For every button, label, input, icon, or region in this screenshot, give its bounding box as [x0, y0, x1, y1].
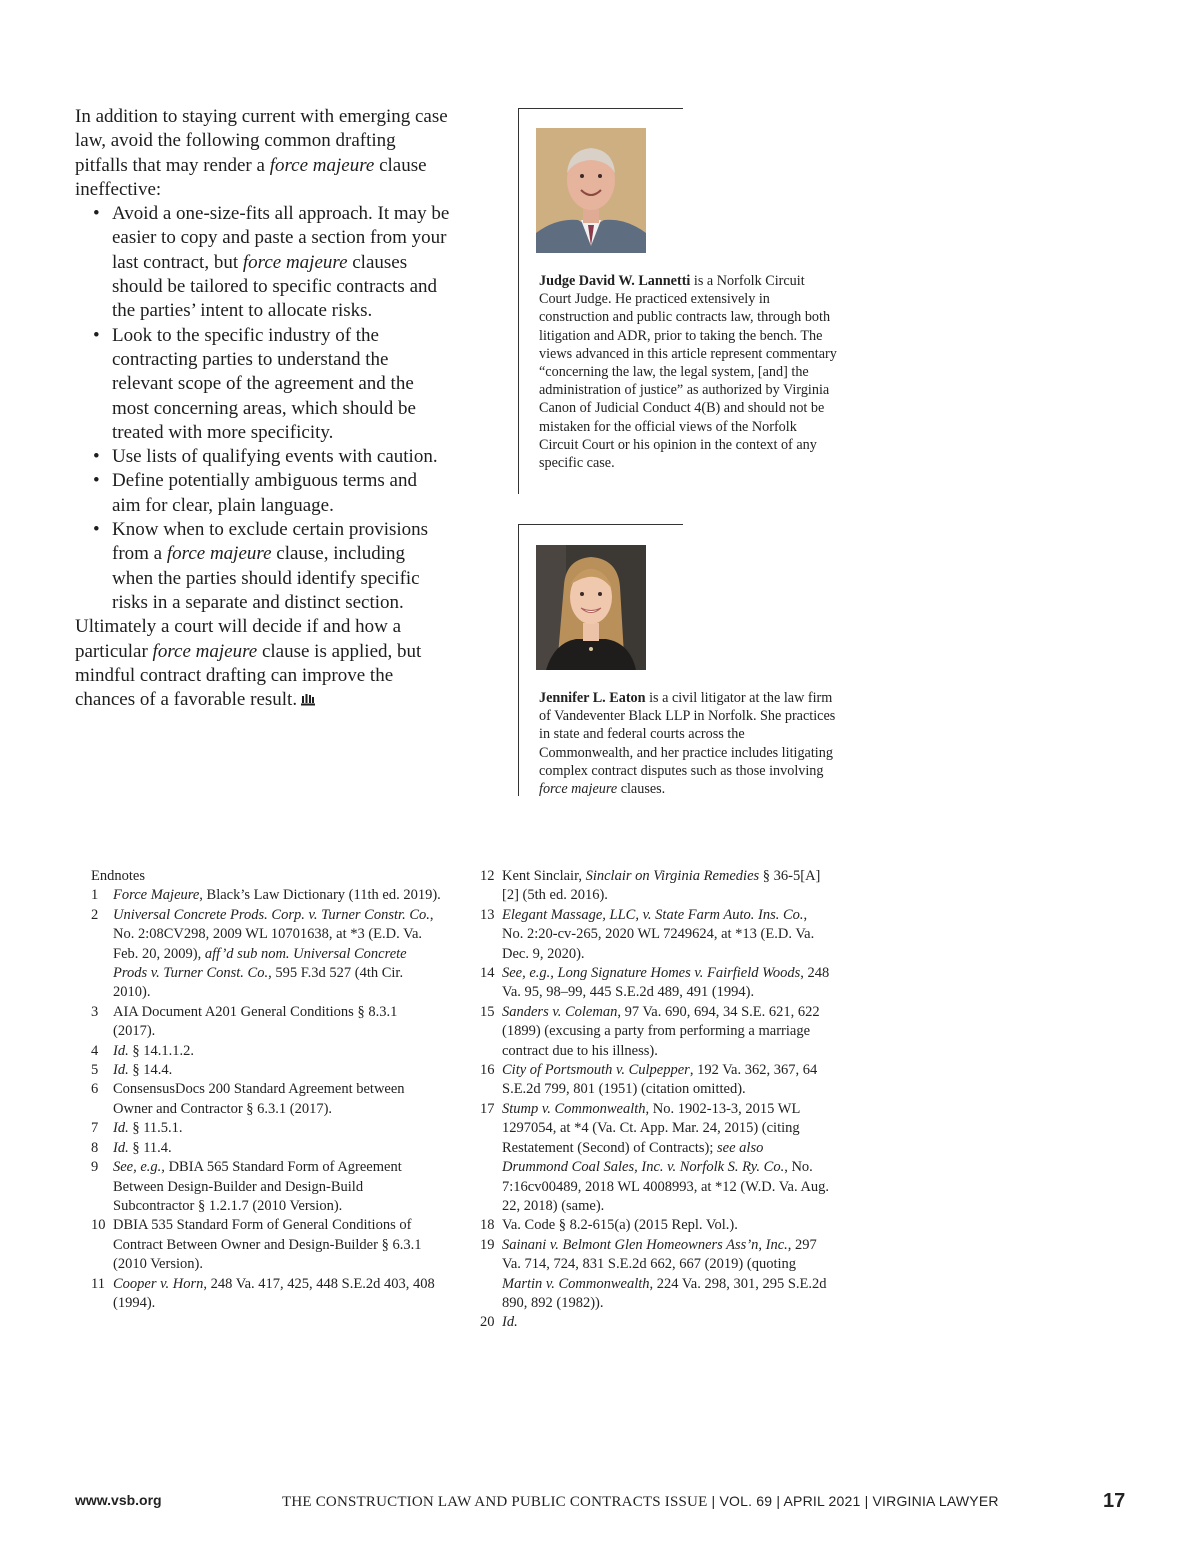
eaton-bio-text: Jennifer L. Eaton is a civil litigator at the law firm of Vandeventer Black LLP in Norfolk. She practices in state and federal courts across the Commonwealth, and her practice includes litigating complex contract disputes such as those involving force majeure clauses.: [539, 690, 836, 798]
list-item: • Look to the specific industry of the contracting parties to understand the relevant scope of the agreement and the most concerning areas, which should be treated with more specificity.: [75, 324, 450, 445]
endnotes-left-column: [91, 867, 441, 1313]
conclusion-paragraph: Ultimately a court will decide if and how a particular force majeure clause is applied, but mindful contract drafting can improve the chances of a favorable result.: [75, 616, 422, 711]
intro-paragraph: In addition to staying current with emerging case law, avoid the following common drafting pitfalls that may render a force majeure clause ineffective:: [75, 106, 448, 200]
page-number: 17: [1103, 1490, 1126, 1512]
endnote: 16 City of Portsmouth v. Culpepper, 192 Va. 362, 367, 64 S.E.2d 799, 801 (1951) (citation omitted).: [480, 1062, 818, 1098]
endnote: 20 Id.: [480, 1314, 518, 1331]
bio-rule-horizontal: [518, 108, 683, 109]
endnote: 3 AIA Document A201 General Conditions § 8.3.1 (2017).: [91, 1003, 398, 1040]
endnote: 8 Id. § 11.4.: [91, 1139, 172, 1156]
endnote: 17 Stump v. Commonwealth, No. 1902-13-3, 2015 WL 1297054, at *4 (Va. Ct. App. Mar. 24, 2015) (citing Restatement (Second) of Contracts); see also Drummond Coal Sales, Inc. v. Norfolk S. Ry. Co., No. 7:16cv00489, 2018 WL 4008993, at *12 (W.D. Va. Aug. 22, 2018) (same).: [480, 1100, 830, 1214]
list-item: • Know when to exclude certain provisions from a force majeure clause, including when the parties should identify specific risks in a separate and distinct section.: [75, 518, 450, 615]
endnote: 2 Universal Concrete Prods. Corp. v. Turner Constr. Co., No. 2:08CV298, 2009 WL 10701638, at *3 (E.D. Va. Feb. 20, 2009), aff’d sub nom. Universal Concrete Prods v. Turner Const. Co., 595 F.3d 527 (4th Cir. 2010).: [91, 906, 434, 1001]
endnote: 1 Force Majeure, Black’s Law Dictionary (11th ed. 2019).: [91, 887, 441, 904]
endnotes-heading: Endnotes: [91, 868, 145, 884]
eaton-photo: [536, 545, 646, 670]
endnote: 15 Sanders v. Coleman, 97 Va. 690, 694, 34 S.E. 621, 622 (1899) (excusing a party from performing a marriage contract due to his illness).: [480, 1003, 820, 1059]
pitfall-list: [75, 202, 450, 615]
list-item: • Define potentially ambiguous terms and aim for clear, plain language.: [75, 469, 450, 518]
bio-rule-horizontal: [518, 524, 683, 525]
endnote: 5 Id. § 14.4.: [91, 1062, 173, 1079]
footer-issue-line: THE CONSTRUCTION LAW AND PUBLIC CONTRACTS ISSUE | VOL. 69 | APRIL 2021 | VIRGINIA LAWYER: [282, 1493, 999, 1510]
bio-rule-vertical: [518, 524, 519, 796]
list-item: • Avoid a one-size-fits all approach. It may be easier to copy and paste a section from your last contract, but force majeure clauses should be tailored to specific contracts and the parties’ intent to allocate risks.: [75, 202, 450, 323]
endnote: 6 ConsensusDocs 200 Standard Agreement between Owner and Contractor § 6.3.1 (2017).: [91, 1081, 405, 1117]
footer-website-link[interactable]: www.vsb.org: [75, 1492, 162, 1508]
endnote: 18 Va. Code § 8.2-615(a) (2015 Repl. Vol.).: [480, 1217, 738, 1234]
endnote: 4 Id. § 14.1.1.2.: [91, 1042, 194, 1059]
endnote: 19 Sainani v. Belmont Glen Homeowners Ass’n, Inc., 297 Va. 714, 724, 831 S.E.2d 662, 667 (2019) (quoting Martin v. Commonwealth, 224 Va. 298, 301, 295 S.E.2d 890, 892 (1982)).: [480, 1236, 827, 1311]
vsb-column-icon: [301, 693, 315, 706]
endnote: 14 See, e.g., Long Signature Homes v. Fairfield Woods, 248 Va. 95, 98–99, 445 S.E.2d 489, 491 (1994).: [480, 965, 830, 1001]
endnote: 12 Kent Sinclair, Sinclair on Virginia Remedies § 36-5[A][2] (5th ed. 2016).: [480, 868, 821, 904]
list-item: • Use lists of qualifying events with caution.: [75, 445, 450, 469]
endnote: 9 See, e.g., DBIA 565 Standard Form of Agreement Between Design-Builder and Design-Build Subcontractor § 1.2.1.7 (2010 Version).: [91, 1159, 402, 1214]
endnote: 11 Cooper v. Horn, 248 Va. 417, 425, 448 S.E.2d 403, 408 (1994).: [91, 1275, 435, 1311]
article-column: [75, 105, 450, 712]
endnote: 13 Elegant Massage, LLC, v. State Farm Auto. Ins. Co., No. 2:20-cv-265, 2020 WL 7249624, at *13 (E.D. Va. Dec. 9, 2020).: [480, 906, 815, 962]
author-bio-lannetti: [518, 108, 838, 494]
endnote: 10 DBIA 535 Standard Form of General Conditions of Contract Between Owner and Design-Builder § 6.3.1 (2010 Version).: [91, 1217, 422, 1273]
lannetti-bio-text: Judge David W. Lannetti is a Norfolk Circuit Court Judge. He practiced extensively in construction and public contracts law, through both litigation and ADR, prior to taking the bench. The views advanced in this article represent commentary “concerning the law, the legal system, [and] the administration of justice” as authorized by Virginia Canon of Judicial Conduct 4(B) and should not be mistaken for the official views of the Norfolk Circuit Court or his opinion in the context of any specific case.: [539, 273, 837, 472]
bio-rule-vertical: [518, 108, 519, 494]
author-bio-eaton: [518, 524, 838, 796]
endnote: 7 Id. § 11.5.1.: [91, 1120, 183, 1137]
endnotes-right-column: [480, 867, 830, 1333]
lannetti-photo: [536, 128, 646, 253]
